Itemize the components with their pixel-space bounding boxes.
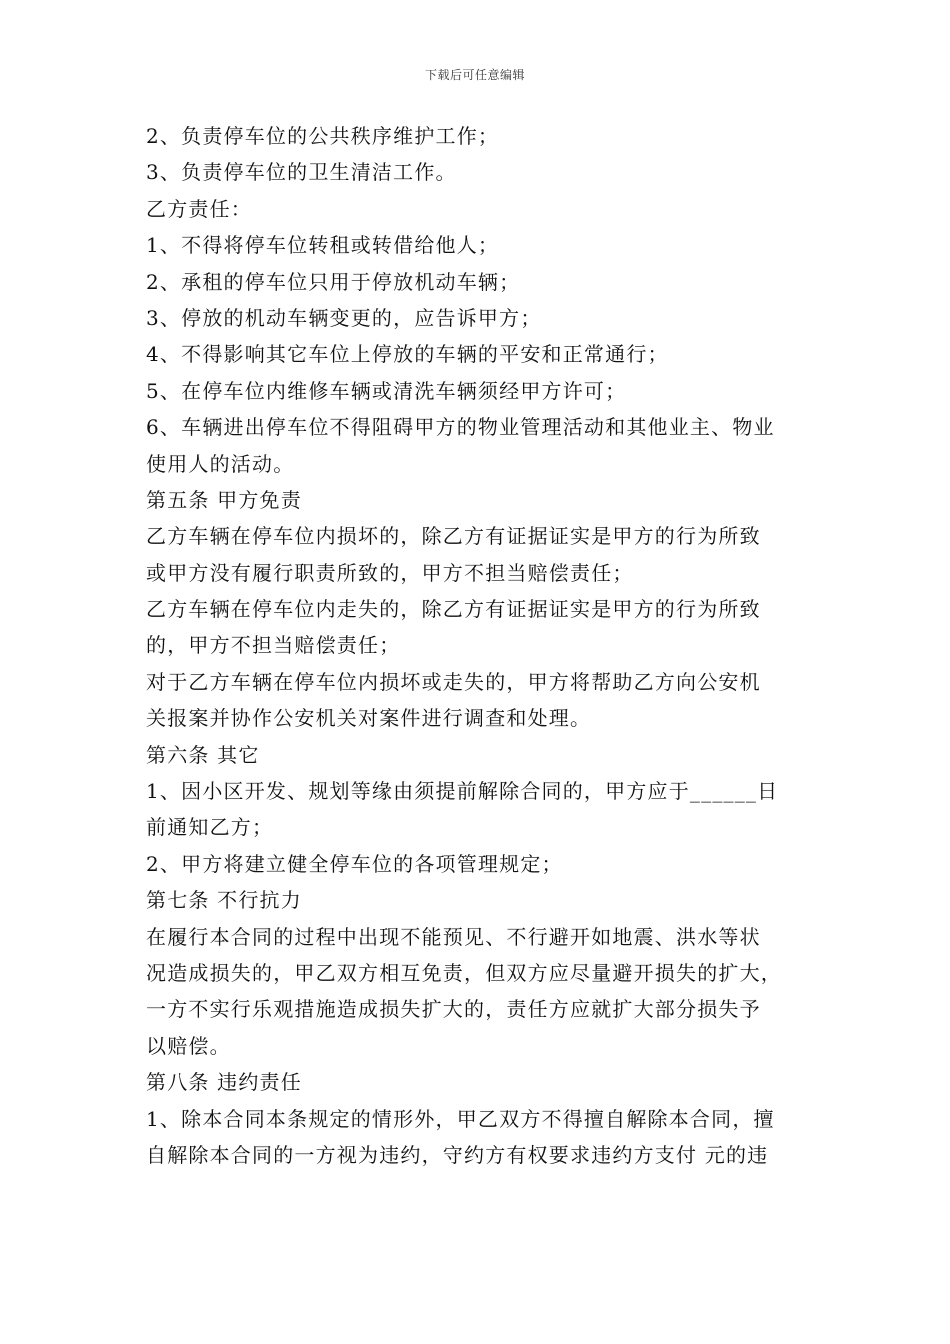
text-line: 1、不得将停车位转租或转借给他人；: [146, 233, 500, 258]
text-line: 自解除本合同的一方视为违约，守约方有权要求违约方支付 元的违: [146, 1142, 769, 1167]
text-line: 对于乙方车辆在停车位内损坏或走失的，甲方将帮助乙方向公安机: [146, 669, 761, 694]
article-heading: 第八条 违约责任: [146, 1070, 302, 1095]
article-heading: 第七条 不行抗力: [146, 888, 302, 913]
contract-body: [146, 118, 816, 1173]
section-heading: 乙方责任：: [146, 196, 252, 221]
text-line: 一方不实行乐观措施造成损失扩大的，责任方应就扩大部分损失予: [146, 997, 761, 1022]
text-line: 2、承租的停车位只用于停放机动车辆；: [146, 269, 521, 294]
text-line: 5、在停车位内维修车辆或清洗车辆须经甲方许可；: [146, 378, 627, 403]
text-line: 3、负责停车位的卫生清洁工作。: [146, 160, 457, 185]
text-line: 2、甲方将建立健全停车位的各项管理规定；: [146, 851, 563, 876]
text-line: 使用人的活动。: [146, 451, 295, 476]
text-line: 在履行本合同的过程中出现不能预见、不行避开如地震、洪水等状: [146, 924, 761, 949]
text-line: 况造成损失的，甲乙双方相互免责，但双方应尽量避开损失的扩大，: [146, 960, 782, 985]
page-header: 下载后可任意编辑: [424, 68, 525, 82]
text-line: 或甲方没有履行职责所致的，甲方不担当赔偿责任；: [146, 560, 634, 585]
text-line: 4、不得影响其它车位上停放的车辆的平安和正常通行；: [146, 342, 669, 367]
text-line: 前通知乙方；: [146, 815, 274, 840]
article-heading: 第六条 其它: [146, 742, 260, 767]
text-line: 的，甲方不担当赔偿责任；: [146, 633, 401, 658]
text-line: 1、因小区开发、规划等缘由须提前解除合同的，甲方应于______日: [146, 779, 779, 804]
article-heading: 第五条 甲方免责: [146, 487, 302, 512]
text-line: 6、车辆进出停车位不得阻碍甲方的物业管理活动和其他业主、物业: [146, 415, 775, 440]
text-line: 1、除本合同本条规定的情形外，甲乙双方不得擅自解除本合同，擅: [146, 1106, 775, 1131]
text-line: 3、停放的机动车辆变更的，应告诉甲方；: [146, 305, 542, 330]
text-line: 以赔偿。: [146, 1033, 231, 1058]
text-line: 2、负责停车位的公共秩序维护工作；: [146, 124, 500, 148]
text-line: 乙方车辆在停车位内损坏的，除乙方有证据证实是甲方的行为所致: [146, 524, 761, 549]
text-line: 关报案并协作公安机关对案件进行调查和处理。: [146, 706, 592, 731]
text-line: 乙方车辆在停车位内走失的，除乙方有证据证实是甲方的行为所致: [146, 597, 761, 622]
